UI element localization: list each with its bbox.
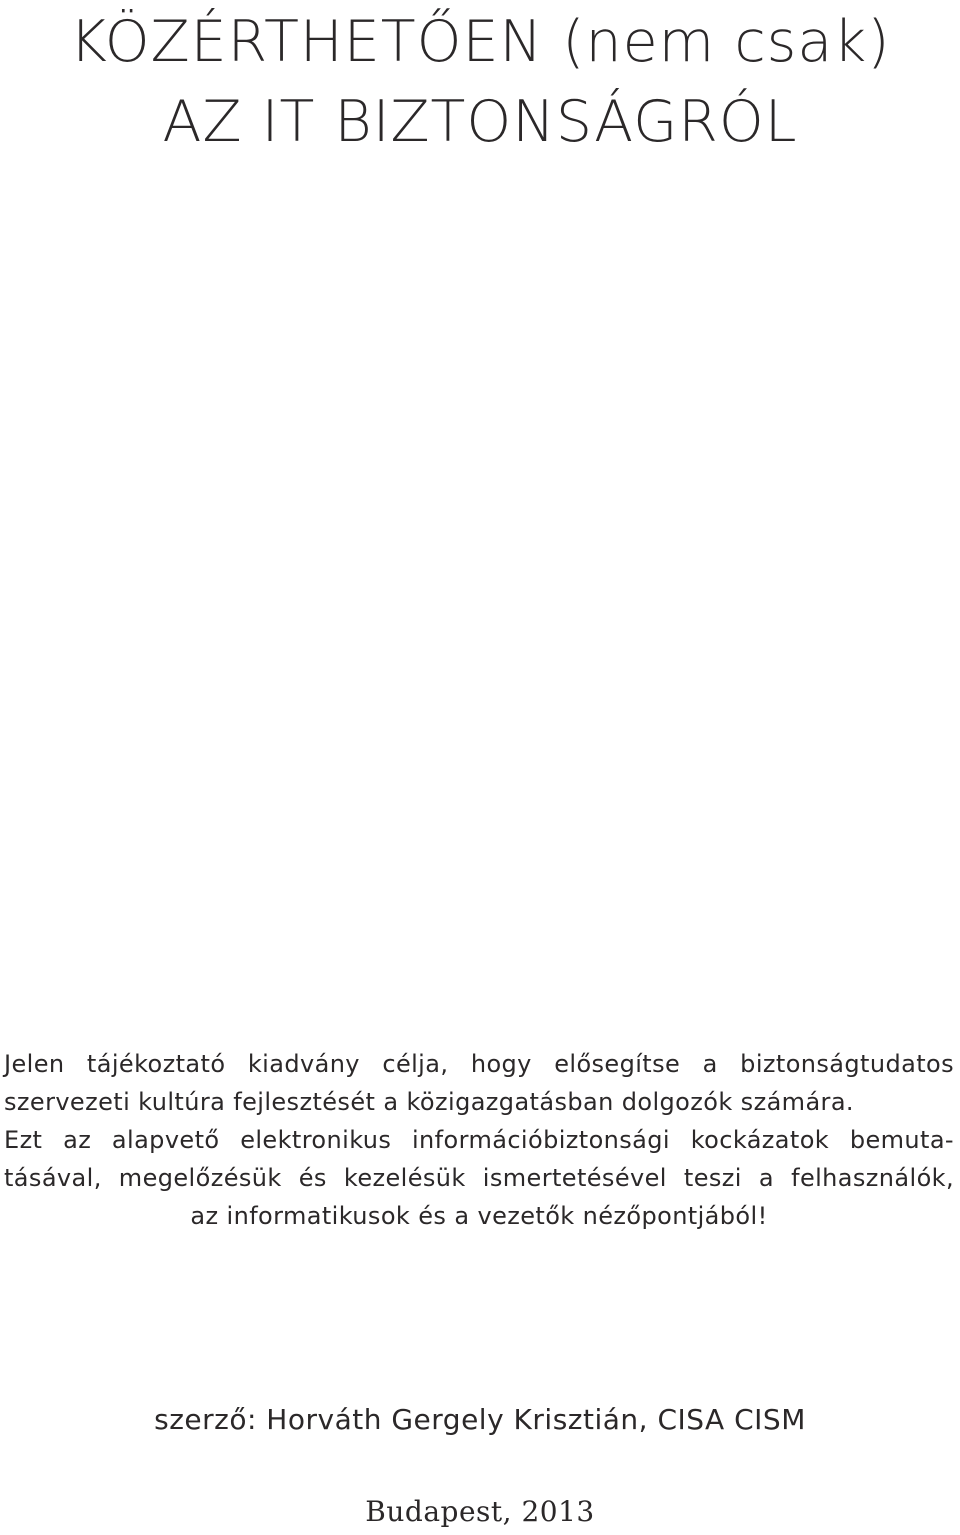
description-line-2: szervezeti kultúra fejlesztését a közigazgatásban dolgozók számára. <box>4 1088 854 1116</box>
author-credit: szerző: Horváth Gergely Krisztián, CISA CISM <box>154 1403 806 1436</box>
description-paragraph <box>4 1045 954 1235</box>
title-line-2: AZ IT BIZTONSÁGRÓL <box>162 89 798 155</box>
description-line-1: Jelen tájékoztató kiadvány célja, hogy elősegítse a biztonságtudatos <box>4 1050 954 1078</box>
description-line-5: az informatikusok és a vezetők nézőpontjából! <box>190 1202 768 1230</box>
place-and-date: Budapest, 2013 <box>365 1495 595 1528</box>
description-line-3: Ezt az alapvető elektronikus információbiztonsági kockázatok bemuta- <box>4 1126 954 1154</box>
page-title <box>0 2 960 162</box>
title-line-1: KÖZÉRTHETŐEN (nem csak) <box>69 9 891 75</box>
description-line-4: tásával, megelőzésük és kezelésük ismertetésével teszi a felhasználók, <box>4 1164 954 1192</box>
